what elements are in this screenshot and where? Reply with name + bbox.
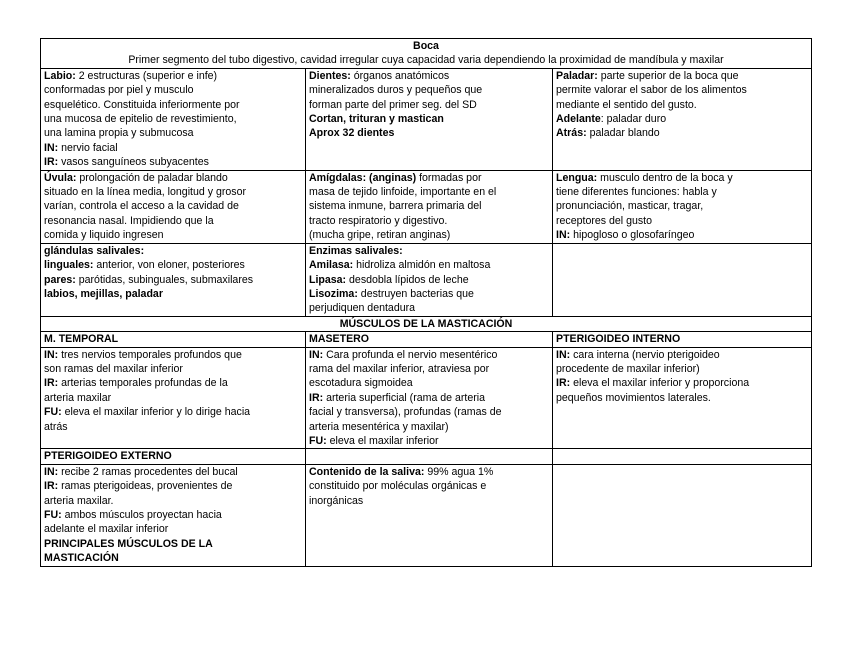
amilasa-text: hidroliza almidón en maltosa — [353, 259, 491, 272]
amigdalas-line: (mucha gripe, retiran anginas) — [309, 229, 451, 242]
labio-line: una lamina propia y submucosa — [44, 127, 194, 140]
temporal-ir-label: IR: — [44, 377, 59, 390]
cell-empty-r6-3 — [553, 449, 812, 464]
cell-dientes — [306, 68, 553, 170]
cell-saliva — [306, 464, 553, 566]
pares-label: pares: — [44, 273, 76, 286]
temporal-in-line-2: son ramas del maxilar inferior — [44, 362, 183, 375]
labio-line: esquelético. Constituida inferiormente por — [44, 98, 240, 111]
labio-in-label: IN: — [44, 141, 59, 154]
temporal-in-text: tres nervios temporales profundos que — [58, 348, 242, 361]
labio-ir-label: IR: — [44, 156, 59, 169]
cell-paladar — [553, 68, 812, 170]
lengua-line: tiene diferentes funciones: habla y — [556, 186, 717, 199]
amigdalas-line: tracto respiratorio y digestivo. — [309, 214, 448, 227]
cell-glandulas — [41, 243, 306, 316]
cell-amigdalas — [306, 170, 553, 243]
temporal-ir-line-2: arteria maxilar — [44, 391, 112, 404]
lengua-text: musculo dentro de la boca y — [597, 171, 733, 184]
paladar-atras-text: paladar blando — [586, 127, 660, 140]
amigdalas-text: formadas por — [416, 171, 482, 184]
pterigoideo-interno-header: PTERIGOIDEO INTERNO — [553, 332, 812, 347]
masetero-in-label: IN: — [309, 348, 324, 361]
labio-line: una mucosa de epitelio de revestimiento, — [44, 113, 237, 126]
cell-temporal — [41, 347, 306, 449]
uvula-line: varían, controla el acceso a la cavidad de — [44, 200, 239, 213]
pterigoideo-ext-fu-line-2: adelante el maxilar inferior — [44, 523, 169, 536]
uvula-text: prolongación de paladar blando — [76, 171, 228, 184]
header-subtitle: Primer segmento del tubo digestivo, cavidad irregular cuya capacidad varia dependiendo la proximidad de mandíbula y maxilar — [128, 54, 724, 67]
masetero-fu-text: eleva el maxilar inferior — [326, 434, 439, 447]
pterigoideo-ext-ir-label: IR: — [44, 480, 59, 493]
linguales-label: linguales: — [44, 259, 94, 272]
linguales-text: anterior, von eloner, posteriores — [93, 259, 245, 272]
lipasa-label: Lipasa: — [309, 273, 347, 286]
paladar-atras-label: Atrás: — [556, 127, 587, 140]
dientes-label: Dientes: — [309, 69, 351, 82]
cell-uvula — [41, 170, 306, 243]
masetero-in-text: Cara profunda el nervio mesentérico — [323, 348, 498, 361]
paladar-line: mediante el sentido del gusto. — [556, 98, 697, 111]
cell-masetero — [306, 347, 553, 449]
cell-labio — [41, 68, 306, 170]
cell-pterigoideo-interno — [553, 347, 812, 449]
boca-table — [40, 38, 812, 567]
pterigoideo-int-ir-label: IR: — [556, 377, 571, 390]
amigdalas-line: masa de tejido linfoide, importante en el — [309, 186, 497, 199]
lengua-in-label: IN: — [556, 229, 571, 242]
saliva-text: 99% agua 1% — [424, 465, 494, 478]
amigdalas-label: Amígdalas: (anginas) — [309, 171, 417, 184]
temporal-fu-line-2: atrás — [44, 420, 68, 433]
saliva-line: inorgánicas — [309, 494, 364, 507]
lipasa-text: desdobla lípidos de leche — [346, 273, 469, 286]
cell-lengua — [553, 170, 812, 243]
pterigoideo-int-in-line-2: procedente de maxilar inferior) — [556, 362, 700, 375]
row-labio-dientes-paladar — [41, 68, 812, 170]
pterigoideo-ext-ir-text: ramas pterigoideas, provenientes de — [58, 480, 233, 493]
uvula-line: resonancia nasal. Impidiendo que la — [44, 214, 214, 227]
labio-text: 2 estructuras (superior e infe) — [75, 69, 218, 82]
amilasa-label: Amilasa: — [309, 259, 354, 272]
pterigoideo-int-in-text: cara interna (nervio pterigoideo — [570, 348, 720, 361]
lengua-in-text: hipogloso o glosofaríngeo — [570, 229, 695, 242]
section-masticacion-row — [41, 316, 812, 331]
cell-empty-r7 — [553, 464, 812, 566]
dientes-bold-1: Cortan, trituran y mastican — [309, 113, 444, 126]
lengua-line: receptores del gusto — [556, 214, 652, 227]
lisozima-label: Lisozima: — [309, 287, 358, 300]
pterigoideo-ext-in-text: recibe 2 ramas procedentes del bucal — [58, 465, 238, 478]
pterigoideo-externo-header-row — [41, 449, 812, 464]
paladar-adelante-text: : paladar duro — [600, 113, 667, 126]
labio-ir-text: vasos sanguíneos subyacentes — [58, 156, 209, 169]
lisozima-line-2: perjudiquen dentadura — [309, 302, 416, 315]
temporal-fu-text: eleva el maxilar inferior y lo dirige hacia — [61, 406, 251, 419]
masetero-in-line: rama del maxilar inferior, atraviesa por — [309, 362, 490, 375]
dientes-text: órganos anatómicos — [350, 69, 450, 82]
header-row — [41, 39, 812, 69]
row-glandulas-enzimas — [41, 243, 812, 316]
glandulas-title: glándulas salivales: — [44, 244, 145, 257]
saliva-line: constituido por moléculas orgánicas e — [309, 480, 487, 493]
pterigoideo-ext-ir-line-2: arteria maxilar. — [44, 494, 114, 507]
labio-label: Labio: — [44, 69, 76, 82]
temporal-fu-label: FU: — [44, 406, 62, 419]
pterigoideo-int-in-label: IN: — [556, 348, 571, 361]
pterigoideo-externo-content-row — [41, 464, 812, 566]
masetero-ir-label: IR: — [309, 391, 324, 404]
cell-empty-r3 — [553, 243, 812, 316]
lengua-line: pronunciación, masticar, tragar, — [556, 200, 704, 213]
temporal-header: M. TEMPORAL — [41, 332, 306, 347]
principales-line-2: MASTICACIÓN — [44, 552, 119, 565]
cell-pterigoideo-externo — [41, 464, 306, 566]
pterigoideo-externo-header: PTERIGOIDEO EXTERNO — [41, 449, 306, 464]
pterigoideo-ext-fu-label: FU: — [44, 509, 62, 521]
masetero-ir-line: arteria mesentérica y maxilar) — [309, 420, 449, 433]
pares-text: parótidas, subinguales, submaxilares — [75, 273, 254, 286]
dientes-line: forman parte del primer seg. del SD — [309, 98, 477, 111]
paladar-text: parte superior de la boca que — [597, 69, 739, 82]
cell-enzimas — [306, 243, 553, 316]
paladar-label: Paladar: — [556, 69, 598, 82]
masetero-in-line: escotadura sigmoidea — [309, 377, 413, 390]
uvula-line: situado en la línea media, longitud y grosor — [44, 186, 246, 199]
temporal-ir-text: arterias temporales profundas de la — [58, 377, 228, 390]
pterigoideo-ext-fu-text: ambos músculos proyectan hacia — [61, 509, 222, 521]
muscle-header-row — [41, 332, 812, 347]
masetero-header: MASETERO — [306, 332, 553, 347]
paladar-adelante-label: Adelante — [556, 113, 601, 126]
saliva-label: Contenido de la saliva: — [309, 465, 425, 478]
masetero-ir-text: arteria superficial (rama de arteria — [323, 391, 486, 404]
labio-line: conformadas por piel y musculo — [44, 84, 194, 97]
pterigoideo-int-ir-text: eleva el maxilar inferior y proporciona — [570, 377, 750, 390]
row-uvula-amigdalas-lengua — [41, 170, 812, 243]
temporal-in-label: IN: — [44, 348, 59, 361]
paladar-line: permite valorar el sabor de los alimentos — [556, 84, 747, 97]
pterigoideo-int-ir-line-2: pequeños movimientos laterales. — [556, 391, 711, 404]
lengua-label: Lengua: — [556, 171, 598, 184]
principales-line-1: PRINCIPALES MÚSCULOS DE LA — [44, 537, 213, 550]
masetero-fu-label: FU: — [309, 434, 327, 447]
header-cell — [41, 39, 812, 69]
cell-empty-r6-2 — [306, 449, 553, 464]
section-masticacion-title: MÚSCULOS DE LA MASTICACIÓN — [41, 316, 812, 331]
dientes-line: mineralizados duros y pequeños que — [309, 84, 483, 97]
labio-in-text: nervio facial — [58, 141, 118, 154]
muscle-content-row — [41, 347, 812, 449]
lisozima-text: destruyen bacterias que — [357, 287, 474, 300]
pterigoideo-ext-in-label: IN: — [44, 465, 59, 478]
dientes-bold-2: Aprox 32 dientes — [309, 127, 395, 140]
amigdalas-line: sistema inmune, barrera primaria del — [309, 200, 482, 213]
uvula-label: Úvula: — [44, 171, 77, 184]
labios-mejillas-paladar: labios, mejillas, paladar — [44, 287, 163, 300]
enzimas-title: Enzimas salivales: — [309, 244, 403, 257]
header-title: Boca — [413, 40, 439, 52]
masetero-ir-line: facial y transversa), profundas (ramas de — [309, 406, 502, 419]
uvula-line: comida y liquido ingresen — [44, 229, 164, 242]
